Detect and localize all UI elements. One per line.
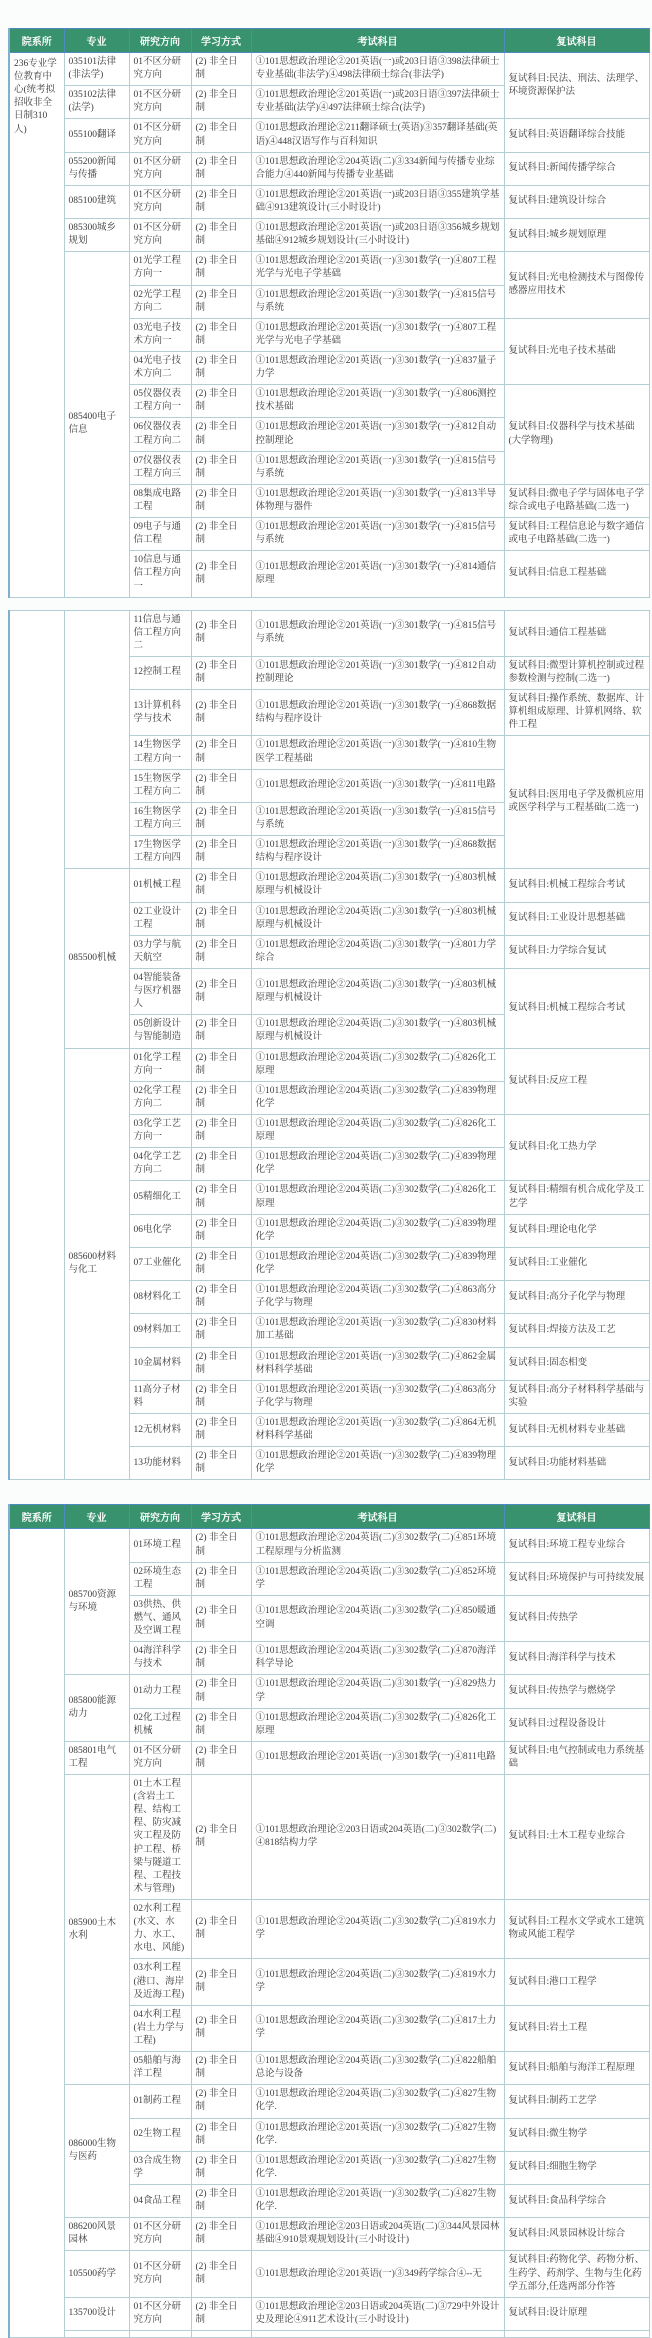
cell-retest: 复试科目:新闻传播学综合	[504, 152, 649, 185]
cell-mode: (2) 非全日制	[191, 1959, 251, 2005]
cell-exam	[251, 2330, 504, 2337]
cell-mode: (2) 非全日制	[191, 2218, 251, 2251]
cell-retest: 复试科目:英语翻译综合技能	[504, 119, 649, 152]
cell-mode: (2) 非全日制	[191, 451, 251, 484]
cell-exam: ①101思想政治理论②204英语(二)③302数学(二)④826化工原理	[251, 1048, 504, 1081]
cell-exam: ①101思想政治理论②201英语(一)③302数学(二)④864无机材料科学基础	[251, 1413, 504, 1446]
cell-retest: 复试科目:过程设备设计	[504, 1708, 649, 1741]
cell-direction: 02水利工程(水文、水力、水工、水电、风能)	[129, 1900, 191, 1959]
table-row	[9, 185, 649, 218]
cell-retest: 复试科目:船舶与海洋工程原理	[504, 2052, 649, 2085]
cell-direction: 01不区分研究方向	[129, 1741, 191, 1774]
table-row	[9, 1675, 649, 1708]
cell-retest: 复试科目:风景园林设计综合	[504, 2218, 649, 2251]
cell-direction: 15生物医学工程方向二	[129, 769, 191, 802]
cell-exam: ①101思想政治理论②204英语(二)③302数学(二)④839物理化学	[251, 1214, 504, 1247]
cell-direction: 01环境工程	[129, 1529, 191, 1562]
column-header-major: 专业	[64, 29, 129, 53]
cell-direction: 12无机材料	[129, 1413, 191, 1446]
cell-major: 085801电气工程	[64, 1741, 129, 1774]
cell-mode: (2) 非全日制	[191, 219, 251, 252]
cell-direction: 02环境生态工程	[129, 1562, 191, 1595]
cell-exam: ①101思想政治理论②203日语或204英语(二)③729中外设计史及理论④911艺术设计(三小时设计)	[251, 2297, 504, 2330]
cell-exam: ①101思想政治理论②201英语(一)③302数学(二)④839物理化学	[251, 1447, 504, 1480]
cell-mode: (2) 非全日制	[191, 1347, 251, 1380]
cell-exam: ①101思想政治理论②201英语(一)③301数学(一)④868数据结构与程序设计	[251, 690, 504, 736]
cell-mode: (2) 非全日制	[191, 484, 251, 517]
cell-exam: ①101思想政治理论②201英语(一)③301数学(一)④806测控技术基础	[251, 385, 504, 418]
cell-mode: (2) 非全日制	[191, 1447, 251, 1480]
cell-direction: 05船舶与海洋工程	[129, 2052, 191, 2085]
cell-mode: (2) 非全日制	[191, 1775, 251, 1900]
cell-retest: 复试科目:环境工程专业综合	[504, 1529, 649, 1562]
cell-retest: 复试科目:微电子学与固体电子学综合或电子电路基础(二选一)	[504, 484, 649, 517]
table-row	[9, 610, 649, 656]
cell-exam: ①101思想政治理论②201英语(一)③301数学(一)④815信号与系统	[251, 451, 504, 484]
cell-mode: (2) 非全日制	[191, 2118, 251, 2151]
cell-retest: 复试科目:传热学与燃烧学	[504, 1675, 649, 1708]
table-row	[9, 2330, 649, 2337]
cell-exam: ①101思想政治理论②204英语(二)③334新闻与传播专业综合能力④440新闻与传播专业基础	[251, 152, 504, 185]
cell-direction: 03供热、供燃气、通风及空调工程	[129, 1595, 191, 1641]
cell-exam: ①101思想政治理论②204英语(二)③302数学(二)④839物理化学	[251, 1247, 504, 1280]
table-row	[9, 2297, 649, 2330]
cell-exam: ①101思想政治理论②201英语(一)③301数学(一)④815信号与系统	[251, 518, 504, 551]
cell-exam: ①101思想政治理论②204英语(二)③301数学(一)④803机械原理与机械设计	[251, 969, 504, 1015]
cell-retest: 复试科目:化工热力学	[504, 1115, 649, 1181]
cell-direction: 06电化学	[129, 1214, 191, 1247]
cell-direction: 09材料加工	[129, 1314, 191, 1347]
cell-exam: ①101思想政治理论②201英语(一)③301数学(一)④811电路	[251, 1741, 504, 1774]
table-row	[9, 1741, 649, 1774]
cell-direction: 01不区分研究方向	[129, 119, 191, 152]
cell-mode: (2) 非全日制	[191, 1675, 251, 1708]
cell-direction: 04海洋科学与技术	[129, 1642, 191, 1675]
cell-direction: 10信息与通信工程方向一	[129, 551, 191, 597]
table-row	[9, 1048, 649, 1081]
table-row	[9, 252, 649, 285]
cell-retest: 复试科目:固态相变	[504, 1347, 649, 1380]
cell-direction: 04光电子技术方向二	[129, 351, 191, 384]
cell-direction: 03水利工程(港口、海岸及近海工程)	[129, 1959, 191, 2005]
cell-exam: ①101思想政治理论②204英语(二)③302数学(二)④863高分子化学与物理	[251, 1281, 504, 1314]
cell-direction: 04水利工程(岩土力学与工程)	[129, 2005, 191, 2051]
cell-mode: (2) 非全日制	[191, 1529, 251, 1562]
cell-mode: (2) 非全日制	[191, 351, 251, 384]
cell-direction: 02生物工程	[129, 2118, 191, 2151]
cell-direction: 03合成生物学	[129, 2151, 191, 2184]
cell-mode: (2) 非全日制	[191, 1900, 251, 1959]
column-header-retest: 复试科目	[504, 29, 649, 53]
cell-dept	[9, 1529, 64, 2338]
cell-direction: 01光学工程方向一	[129, 252, 191, 285]
cell-mode: (2) 非全日制	[191, 2151, 251, 2184]
cell-major: 035101法律(非法学)	[64, 53, 129, 86]
cell-direction: 01不区分研究方向	[129, 86, 191, 119]
cell-mode: (2) 非全日制	[191, 1214, 251, 1247]
cell-retest: 复试科目:城乡规划原理	[504, 219, 649, 252]
cell-exam: ①101思想政治理论②201英语(一)③301数学(一)④811电路	[251, 769, 504, 802]
cell-direction: 05精细化工	[129, 1181, 191, 1214]
cell-major: 085400电子信息	[64, 252, 129, 597]
cell-dept: 236专业学位教育中心(统考拟招收非全日制310人)	[9, 53, 64, 598]
cell-direction: 12控制工程	[129, 656, 191, 689]
cell-exam: ①101思想政治理论②204英语(二)③302数学(二)④870海洋科学导论	[251, 1642, 504, 1675]
cell-direction: 02光学工程方向二	[129, 285, 191, 318]
cell-direction: 01不区分研究方向	[129, 2218, 191, 2251]
cell-mode: (2) 非全日制	[191, 1148, 251, 1181]
cell-mode: (2) 非全日制	[191, 935, 251, 968]
table-row	[9, 1775, 649, 1900]
cell-exam: ①101思想政治理论②204英语(二)③302数学(二)④827生物化学.	[251, 2085, 504, 2118]
cell-direction: 08集成电路工程	[129, 484, 191, 517]
cell-major: 086200风景园林	[64, 2218, 129, 2251]
cell-exam: ①101思想政治理论②204英语(二)③301数学(一)④803机械原理与机械设计	[251, 902, 504, 935]
cell-exam: ①101思想政治理论②204英语(二)③302数学(二)④817土力学	[251, 2005, 504, 2051]
cell-major: 035102法律(法学)	[64, 86, 129, 119]
cell-direction: 14生物医学工程方向一	[129, 736, 191, 769]
cell-mode: (2) 非全日制	[191, 1708, 251, 1741]
cell-mode: (2) 非全日制	[191, 318, 251, 351]
cell-direction	[129, 2330, 191, 2337]
cell-mode: (2) 非全日制	[191, 769, 251, 802]
cell-retest: 复试科目:工程信息论与数字通信或电子电路基础(二选一)	[504, 518, 649, 551]
cell-exam: ①101思想政治理论②201英语(一)③302数学(二)④827生物化学.	[251, 2185, 504, 2218]
cell-retest: 复试科目:仪器科学与技术基础(大学物理)	[504, 385, 649, 485]
cell-retest: 复试科目:通信工程基础	[504, 610, 649, 656]
cell-mode: (2) 非全日制	[191, 1562, 251, 1595]
cell-exam: ①101思想政治理论②204英语(二)③302数学(二)④851环境工程原理与分析监测	[251, 1529, 504, 1562]
table-row	[9, 219, 649, 252]
cell-retest: 复试科目:光电检测技术与图像传感器应用技术	[504, 252, 649, 318]
cell-retest: 复试科目:食品科学综合	[504, 2185, 649, 2218]
cell-direction: 03力学与航天航空	[129, 935, 191, 968]
cell-exam: ①101思想政治理论②201英语(一)③302数学(二)④830材料加工基础	[251, 1314, 504, 1347]
cell-mode: (2) 非全日制	[191, 610, 251, 656]
cell-major: 085800能源动力	[64, 1675, 129, 1741]
cell-exam: ①101思想政治理论②204英语(二)③302数学(二)④850暖通空调	[251, 1595, 504, 1641]
cell-major: 085100建筑	[64, 185, 129, 218]
cell-direction: 04食品工程	[129, 2185, 191, 2218]
cell-exam: ①101思想政治理论②201英语(一)③301数学(一)④807工程光学与光电子学基础	[251, 252, 504, 285]
cell-mode: (2) 非全日制	[191, 690, 251, 736]
header-row	[9, 29, 649, 53]
cell-exam: ①101思想政治理论②201英语(一)③301数学(一)④815信号与系统	[251, 802, 504, 835]
cell-major: 085600材料与化工	[64, 1048, 129, 1480]
cell-mode: (2) 非全日制	[191, 1642, 251, 1675]
column-header-direction: 研究方向	[129, 29, 191, 53]
cell-exam: ①101思想政治理论②204英语(二)③302数学(二)④822船舶总论与设备	[251, 2052, 504, 2085]
cell-mode: (2) 非全日制	[191, 1413, 251, 1446]
cell-direction: 11信息与通信工程方向二	[129, 610, 191, 656]
cell-retest: 复试科目:建筑设计综合	[504, 185, 649, 218]
cell-mode: (2) 非全日制	[191, 1741, 251, 1774]
cell-direction: 04化学工艺方向二	[129, 1148, 191, 1181]
cell-retest: 复试科目:传热学	[504, 1595, 649, 1641]
cell-mode: (2) 非全日制	[191, 736, 251, 769]
cell-exam: ①101思想政治理论②204英语(二)③301数学(一)④801力学综合	[251, 935, 504, 968]
table-row	[9, 152, 649, 185]
cell-major: 135700设计	[64, 2297, 129, 2330]
cell-retest: 复试科目:焊接方法及工艺	[504, 1314, 649, 1347]
cell-retest: 复试科目:高分子材料科学基础与实验	[504, 1380, 649, 1413]
cell-exam: ①101思想政治理论②201英语(一)③301数学(一)④868数据结构与程序设计	[251, 836, 504, 869]
cell-retest: 复试科目:光电子技术基础	[504, 318, 649, 384]
cell-mode: (2) 非全日制	[191, 1115, 251, 1148]
column-header-mode: 学习方式	[191, 1505, 251, 1529]
cell-exam: ①101思想政治理论②201英语(一)或203日语③398法律硕士专业基础(非法学)④498法律硕士综合(非法学)	[251, 53, 504, 86]
cell-major	[64, 610, 129, 869]
cell-retest: 复试科目:电气控制或电力系统基础	[504, 1741, 649, 1774]
cell-direction: 01化学工程方向一	[129, 1048, 191, 1081]
cell-mode: (2) 非全日制	[191, 53, 251, 86]
cell-retest: 复试科目:港口工程学	[504, 1959, 649, 2005]
cell-retest: 复试科目:工程水文学或水工建筑物或风能工程学	[504, 1900, 649, 1959]
cell-retest: 复试科目:民法、刑法、法理学、环境资源保护法	[504, 53, 649, 119]
cell-direction: 01动力工程	[129, 1675, 191, 1708]
cell-mode: (2) 非全日制	[191, 86, 251, 119]
cell-exam: ①101思想政治理论②204英语(二)③302数学(二)④819水力学	[251, 1959, 504, 2005]
cell-direction: 01机械工程	[129, 869, 191, 902]
cell-mode: (2) 非全日制	[191, 2251, 251, 2297]
cell-exam: ①101思想政治理论②201英语(一)③301数学(一)④812自动控制理论	[251, 418, 504, 451]
cell-exam: ①101思想政治理论②201英语(一)③301数学(一)④812自动控制理论	[251, 656, 504, 689]
column-header-exam: 考试科目	[251, 29, 504, 53]
cell-direction: 09电子与通信工程	[129, 518, 191, 551]
cell-mode: (2) 非全日制	[191, 285, 251, 318]
cell-exam: ①101思想政治理论②201英语(一)或203日语③356城乡规划基础④912城乡规划设计(三小时设计)	[251, 219, 504, 252]
cell-exam: ①101思想政治理论②201英语(一)③301数学(一)④837量子力学	[251, 351, 504, 384]
cell-mode: (2) 非全日制	[191, 1048, 251, 1081]
cell-retest: 复试科目:机械工程综合考试	[504, 969, 649, 1049]
cell-retest: 复试科目:操作系统、数据库、计算机组成原理、计算机网络、软件工程	[504, 690, 649, 736]
cell-retest: 复试科目:微生物学	[504, 2118, 649, 2151]
column-header-dept: 院系所	[9, 1505, 64, 1529]
cell-direction: 10金属材料	[129, 1347, 191, 1380]
cell-exam: ①101思想政治理论②201英语(一)或203日语③397法律硕士专业基础(法学)④497法律硕士综合(法学)	[251, 86, 504, 119]
table-row	[9, 53, 649, 86]
cell-direction: 03光电子技术方向一	[129, 318, 191, 351]
cell-exam: ①101思想政治理论②201英语(一)③302数学(二)④862金属材料科学基础	[251, 1347, 504, 1380]
cell-direction: 01不区分研究方向	[129, 2297, 191, 2330]
cell-retest: 复试科目:海洋科学与技术	[504, 1642, 649, 1675]
cell-direction: 01不区分研究方向	[129, 219, 191, 252]
cell-retest: 复试科目:功能材料基础	[504, 1447, 649, 1480]
cell-exam: ①101思想政治理论②201英语(一)③301数学(一)④815信号与系统	[251, 285, 504, 318]
cell-mode: (2) 非全日制	[191, 252, 251, 285]
cell-retest: 复试科目:反应工程	[504, 1048, 649, 1114]
cell-direction: 01不区分研究方向	[129, 185, 191, 218]
cell-direction: 05创新设计与智能制造	[129, 1015, 191, 1048]
cell-retest: 复试科目:医用电子学及微机应用或医学科学与工程基础(二选一)	[504, 736, 649, 869]
table-row	[9, 119, 649, 152]
cell-exam: ①101思想政治理论②201英语(一)③301数学(一)④815信号与系统	[251, 610, 504, 656]
cell-retest: 复试科目:工业设计思想基础	[504, 902, 649, 935]
cell-exam: ①101思想政治理论②201英语(一)③301数学(一)④807工程光学与光电子学基础	[251, 318, 504, 351]
cell-mode: (2) 非全日制	[191, 1314, 251, 1347]
admissions-table-1	[8, 28, 650, 598]
cell-exam: ①101思想政治理论②204英语(二)③302数学(二)④852环境学	[251, 1562, 504, 1595]
cell-retest: 复试科目:力学综合复试	[504, 935, 649, 968]
cell-retest: 复试科目:土木工程专业综合	[504, 1775, 649, 1900]
cell-direction: 11高分子材料	[129, 1380, 191, 1413]
cell-retest: 复试科目:岩土工程	[504, 2005, 649, 2051]
cell-exam: ①101思想政治理论②203日语或204英语(二)③344风景园林基础④910景观规划设计(三小时设计)	[251, 2218, 504, 2251]
cell-exam: ①101思想政治理论②201英语(一)③302数学(二)④827生物化学.	[251, 2118, 504, 2151]
cell-mode: (2) 非全日制	[191, 969, 251, 1015]
cell-major: 085700资源与环境	[64, 1529, 129, 1675]
cell-exam: ①101思想政治理论②201英语(一)或203日语③355建筑学基础④913建筑设计(三小时设计)	[251, 185, 504, 218]
cell-direction: 01土木工程(含岩土工程、结构工程、防灾减灾工程及防护工程、桥梁与隧道工程、工程技术与管理)	[129, 1775, 191, 1900]
cell-mode: (2) 非全日制	[191, 1015, 251, 1048]
cell-major: 055200新闻与传播	[64, 152, 129, 185]
cell-direction: 03化学工艺方向一	[129, 1115, 191, 1148]
cell-exam: ①101思想政治理论②204英语(二)③301数学(一)④829热力学	[251, 1675, 504, 1708]
cell-major: 055100翻译	[64, 119, 129, 152]
cell-direction: 06仪器仪表工程方向二	[129, 418, 191, 451]
cell-direction: 02化工过程机械	[129, 1708, 191, 1741]
cell-mode: (2) 非全日制	[191, 1281, 251, 1314]
cell-exam: ①101思想政治理论②201英语(一)③302数学(二)④863高分子化学与物理	[251, 1380, 504, 1413]
column-header-mode: 学习方式	[191, 29, 251, 53]
cell-retest: 复试科目:设计原理	[504, 2297, 649, 2330]
cell-exam: ①101思想政治理论②201英语(一)③349药学综合④--无	[251, 2251, 504, 2297]
header-row	[9, 1505, 649, 1529]
cell-retest: 复试科目:高分子化学与物理	[504, 1281, 649, 1314]
cell-exam: ①101思想政治理论②201英语(一)③301数学(一)④810生物医学工程基础	[251, 736, 504, 769]
cell-direction: 07工业催化	[129, 1247, 191, 1280]
cell-retest: 复试科目:工业催化	[504, 1247, 649, 1280]
cell-retest: 复试科目:机械工程综合考试	[504, 869, 649, 902]
cell-exam: ①101思想政治理论②203日语或204英语(二)③302数学(二)④818结构力学	[251, 1775, 504, 1900]
cell-direction: 17生物医学工程方向四	[129, 836, 191, 869]
cell-mode: (2) 非全日制	[191, 836, 251, 869]
cell-major: 085500机械	[64, 869, 129, 1048]
cell-mode: (2) 非全日制	[191, 1380, 251, 1413]
cell-mode: (2) 非全日制	[191, 185, 251, 218]
cell-direction: 01不区分研究方向	[129, 53, 191, 86]
table-row	[9, 2251, 649, 2297]
cell-mode: (2) 非全日制	[191, 1595, 251, 1641]
cell-retest: 复试科目:环境保护与可持续发展	[504, 1562, 649, 1595]
cell-direction: 01制药工程	[129, 2085, 191, 2118]
cell-mode: (2) 非全日制	[191, 2005, 251, 2051]
cell-mode: (2) 非全日制	[191, 1247, 251, 1280]
cell-direction: 08材料化工	[129, 1281, 191, 1314]
cell-mode: (2) 非全日制	[191, 902, 251, 935]
cell-exam: ①101思想政治理论②204英语(二)③301数学(一)④803机械原理与机械设计	[251, 1015, 504, 1048]
cell-exam: ①101思想政治理论②204英语(二)③302数学(二)④826化工原理	[251, 1115, 504, 1148]
cell-direction: 07仪器仪表工程方向三	[129, 451, 191, 484]
cell-retest: 复试科目:细胞生物学	[504, 2151, 649, 2184]
cell-mode: (2) 非全日制	[191, 869, 251, 902]
cell-major: 085900土木水利	[64, 1775, 129, 2085]
cell-mode: (2) 非全日制	[191, 802, 251, 835]
column-header-direction: 研究方向	[129, 1505, 191, 1529]
table-row	[9, 2218, 649, 2251]
column-header-exam: 考试科目	[251, 1505, 504, 1529]
cell-mode: (2) 非全日制	[191, 2052, 251, 2085]
cell-exam: ①101思想政治理论②204英语(二)③302数学(二)④819水力学	[251, 1900, 504, 1959]
cell-direction: 13功能材料	[129, 1447, 191, 1480]
cell-retest: 复试科目:精细有机合成化学及工艺学	[504, 1181, 649, 1214]
cell-mode: (2) 非全日制	[191, 518, 251, 551]
cell-direction: 16生物医学工程方向三	[129, 802, 191, 835]
cell-major: 086000生物与医药	[64, 2085, 129, 2218]
cell-direction: 01不区分研究方向	[129, 152, 191, 185]
cell-major: 105500药学	[64, 2251, 129, 2297]
cell-direction: 05仪器仪表工程方向一	[129, 385, 191, 418]
cell-mode: (2) 非全日制	[191, 1181, 251, 1214]
cell-mode: (2) 非全日制	[191, 2297, 251, 2330]
cell-exam: ①101思想政治理论②204英语(二)③301数学(一)④803机械原理与机械设计	[251, 869, 504, 902]
cell-retest: 复试科目:制药工艺学	[504, 2085, 649, 2118]
cell-mode: (2) 非全日制	[191, 152, 251, 185]
cell-exam: ①101思想政治理论②204英语(二)③302数学(二)④839物理化学	[251, 1081, 504, 1114]
cell-mode: (2) 非全日制	[191, 2085, 251, 2118]
cell-direction: 02工业设计工程	[129, 902, 191, 935]
column-header-major: 专业	[64, 1505, 129, 1529]
cell-direction: 04智能装备与医疗机器人	[129, 969, 191, 1015]
admissions-table-3	[8, 1504, 650, 2338]
table-row	[9, 869, 649, 902]
cell-exam: ①101思想政治理论②204英语(二)③302数学(二)④839物理化学	[251, 1148, 504, 1181]
column-header-dept: 院系所	[9, 29, 64, 53]
cell-exam: ①101思想政治理论②201英语(一)③301数学(一)④813半导体物理与器件	[251, 484, 504, 517]
cell-mode: (2) 非全日制	[191, 385, 251, 418]
cell-exam: ①101思想政治理论②201英语(一)③302数学(二)④827生物化学.	[251, 2151, 504, 2184]
admissions-table-2	[8, 610, 650, 1481]
cell-retest: 复试科目:信息工程基础	[504, 551, 649, 597]
cell-mode: (2) 非全日制	[191, 656, 251, 689]
table-row	[9, 1529, 649, 1562]
cell-mode: (2) 非全日制	[191, 551, 251, 597]
cell-direction: 02化学工程方向二	[129, 1081, 191, 1114]
cell-exam: ①101思想政治理论②204英语(二)③302数学(二)④826化工原理	[251, 1708, 504, 1741]
cell-retest: 复试科目:微型计算机控制或过程参数检测与控制(二选一)	[504, 656, 649, 689]
cell-mode: (2) 非全日制	[191, 2185, 251, 2218]
cell-mode	[191, 2330, 251, 2337]
cell-mode: (2) 非全日制	[191, 119, 251, 152]
cell-major: 085300城乡规划	[64, 219, 129, 252]
column-header-retest: 复试科目	[504, 1505, 649, 1529]
cell-retest: 复试科目:药物化学、药物分析、生药学、药剂学、生物与生化药学五部分,任选两部分作答	[504, 2251, 649, 2297]
cell-mode: (2) 非全日制	[191, 418, 251, 451]
cell-retest: 复试科目:无机材料专业基础	[504, 1413, 649, 1446]
cell-mode: (2) 非全日制	[191, 1081, 251, 1114]
cell-retest	[504, 2330, 649, 2337]
table-row	[9, 2085, 649, 2118]
cell-dept	[9, 610, 64, 1480]
cell-retest: 复试科目:理论电化学	[504, 1214, 649, 1247]
cell-major	[64, 2330, 129, 2337]
cell-direction: 13计算机科学与技术	[129, 690, 191, 736]
cell-direction: 01不区分研究方向	[129, 2251, 191, 2297]
cell-exam: ①101思想政治理论②204英语(二)③302数学(二)④826化工原理	[251, 1181, 504, 1214]
cell-exam: ①101思想政治理论②201英语(一)③301数学(一)④814通信原理	[251, 551, 504, 597]
cell-exam: ①101思想政治理论②211翻译硕士(英语)③357翻译基础(英语)④448汉语写作与百科知识	[251, 119, 504, 152]
